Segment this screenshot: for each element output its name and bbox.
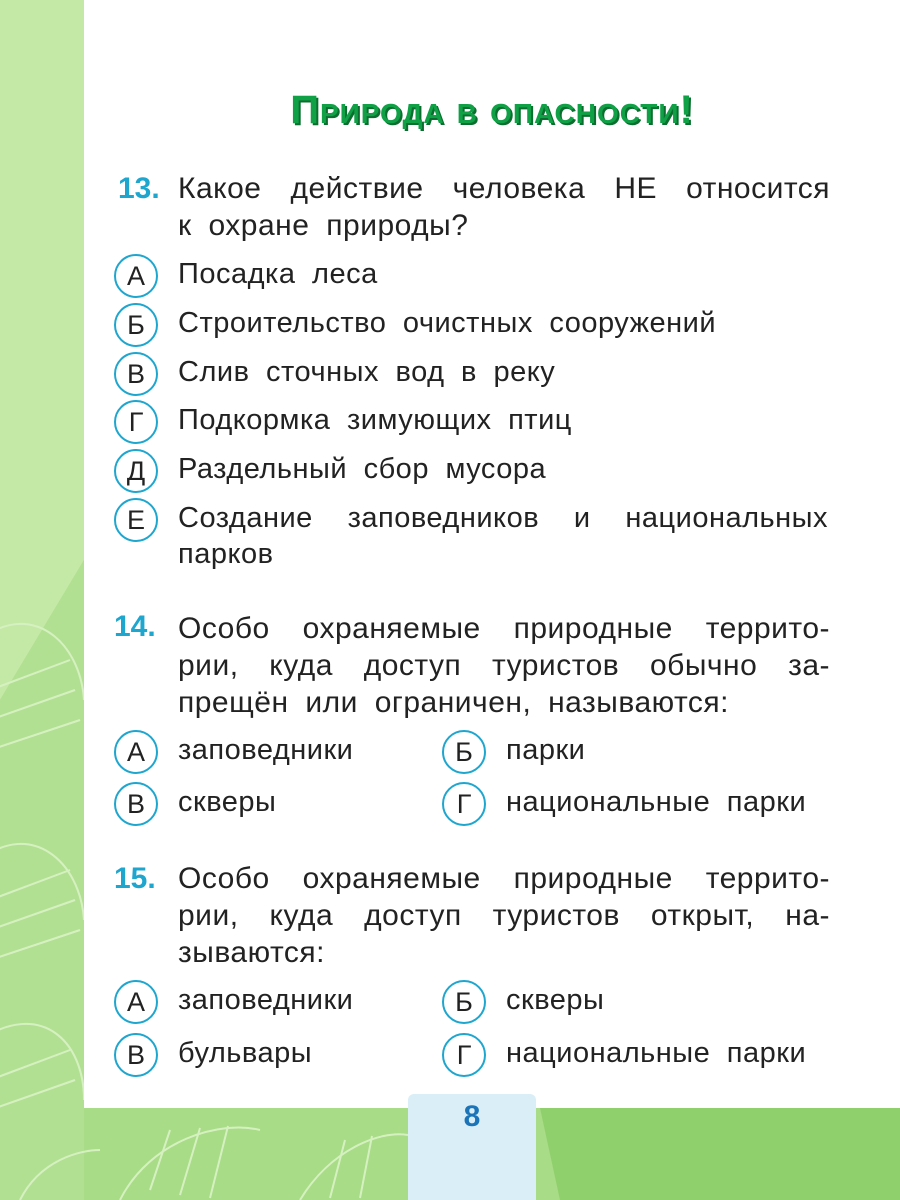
option-letter-circle[interactable]: Б: [114, 303, 158, 347]
q14-option-d[interactable]: [442, 782, 832, 826]
question-15-line-3: зываются:: [178, 936, 325, 969]
option-letter-circle[interactable]: Е: [114, 498, 158, 542]
q13-option-f[interactable]: [114, 498, 834, 578]
q13-option-b[interactable]: [114, 303, 834, 347]
option-letter-circle[interactable]: Д: [114, 449, 158, 493]
option-text: Строительство очистных сооружений: [178, 307, 717, 339]
option-text: Посадка леса: [178, 258, 378, 290]
option-letter-circle[interactable]: Б: [442, 730, 486, 774]
option-text: Раздельный сбор мусора: [178, 453, 547, 485]
option-letter-circle[interactable]: Б: [442, 980, 486, 1024]
option-text: Слив сточных вод в реку: [178, 356, 556, 388]
option-text: скверы: [178, 786, 277, 818]
option-letter-circle[interactable]: А: [114, 730, 158, 774]
option-letter-circle[interactable]: Г: [442, 1033, 486, 1077]
option-letter-circle[interactable]: Г: [442, 782, 486, 826]
question-15-line-1: Особо охраняемые природные террито-: [178, 862, 830, 895]
q14-option-b[interactable]: [442, 730, 832, 774]
question-15-number: 15.: [114, 862, 156, 895]
page-number: 8: [463, 1100, 481, 1133]
option-text: национальные парки: [506, 786, 807, 818]
q15-option-d[interactable]: [442, 1033, 832, 1077]
q13-option-d[interactable]: [114, 400, 834, 444]
option-text: скверы: [506, 984, 605, 1016]
q14-option-c[interactable]: [114, 782, 444, 826]
option-letter-circle[interactable]: А: [114, 980, 158, 1024]
option-letter-circle[interactable]: Г: [114, 400, 158, 444]
q13-option-a[interactable]: [114, 254, 834, 298]
option-text: парки: [506, 734, 586, 766]
question-14-line-2: рии, куда доступ туристов обычно за-: [178, 649, 830, 682]
q13-option-e[interactable]: [114, 449, 834, 493]
question-14-text: [178, 610, 830, 721]
option-text: Подкормка зимующих птиц: [178, 404, 572, 436]
q13-option-c[interactable]: [114, 352, 834, 396]
question-15-line-2: рии, куда доступ туристов открыт, на-: [178, 899, 830, 932]
question-15-text: [178, 860, 830, 971]
question-13-line-1: Какое действие человека НЕ относится: [178, 172, 830, 205]
question-13-number: 13.: [118, 172, 160, 205]
question-14-line-3: прещён или ограничен, называются:: [178, 686, 729, 719]
option-letter-circle[interactable]: В: [114, 1033, 158, 1077]
option-text: национальные парки: [506, 1037, 807, 1069]
option-letter-circle[interactable]: А: [114, 254, 158, 298]
option-text: заповедники: [178, 734, 354, 766]
option-letter-circle[interactable]: В: [114, 782, 158, 826]
option-text: Создание заповедников и национальных парков: [178, 502, 828, 570]
question-14-line-1: Особо охраняемые природные террито-: [178, 612, 830, 645]
question-13-text: [178, 170, 830, 244]
question-14-number: 14.: [114, 610, 156, 643]
q15-option-b[interactable]: [442, 980, 832, 1024]
option-text: бульвары: [178, 1037, 313, 1069]
option-text: заповедники: [178, 984, 354, 1016]
page-title: Природа в опасности!: [290, 88, 694, 132]
option-letter-circle[interactable]: В: [114, 352, 158, 396]
q14-option-a[interactable]: [114, 730, 444, 774]
q15-option-c[interactable]: [114, 1033, 444, 1077]
question-13-line-2: к охране природы?: [178, 209, 469, 242]
q15-option-a[interactable]: [114, 980, 444, 1024]
